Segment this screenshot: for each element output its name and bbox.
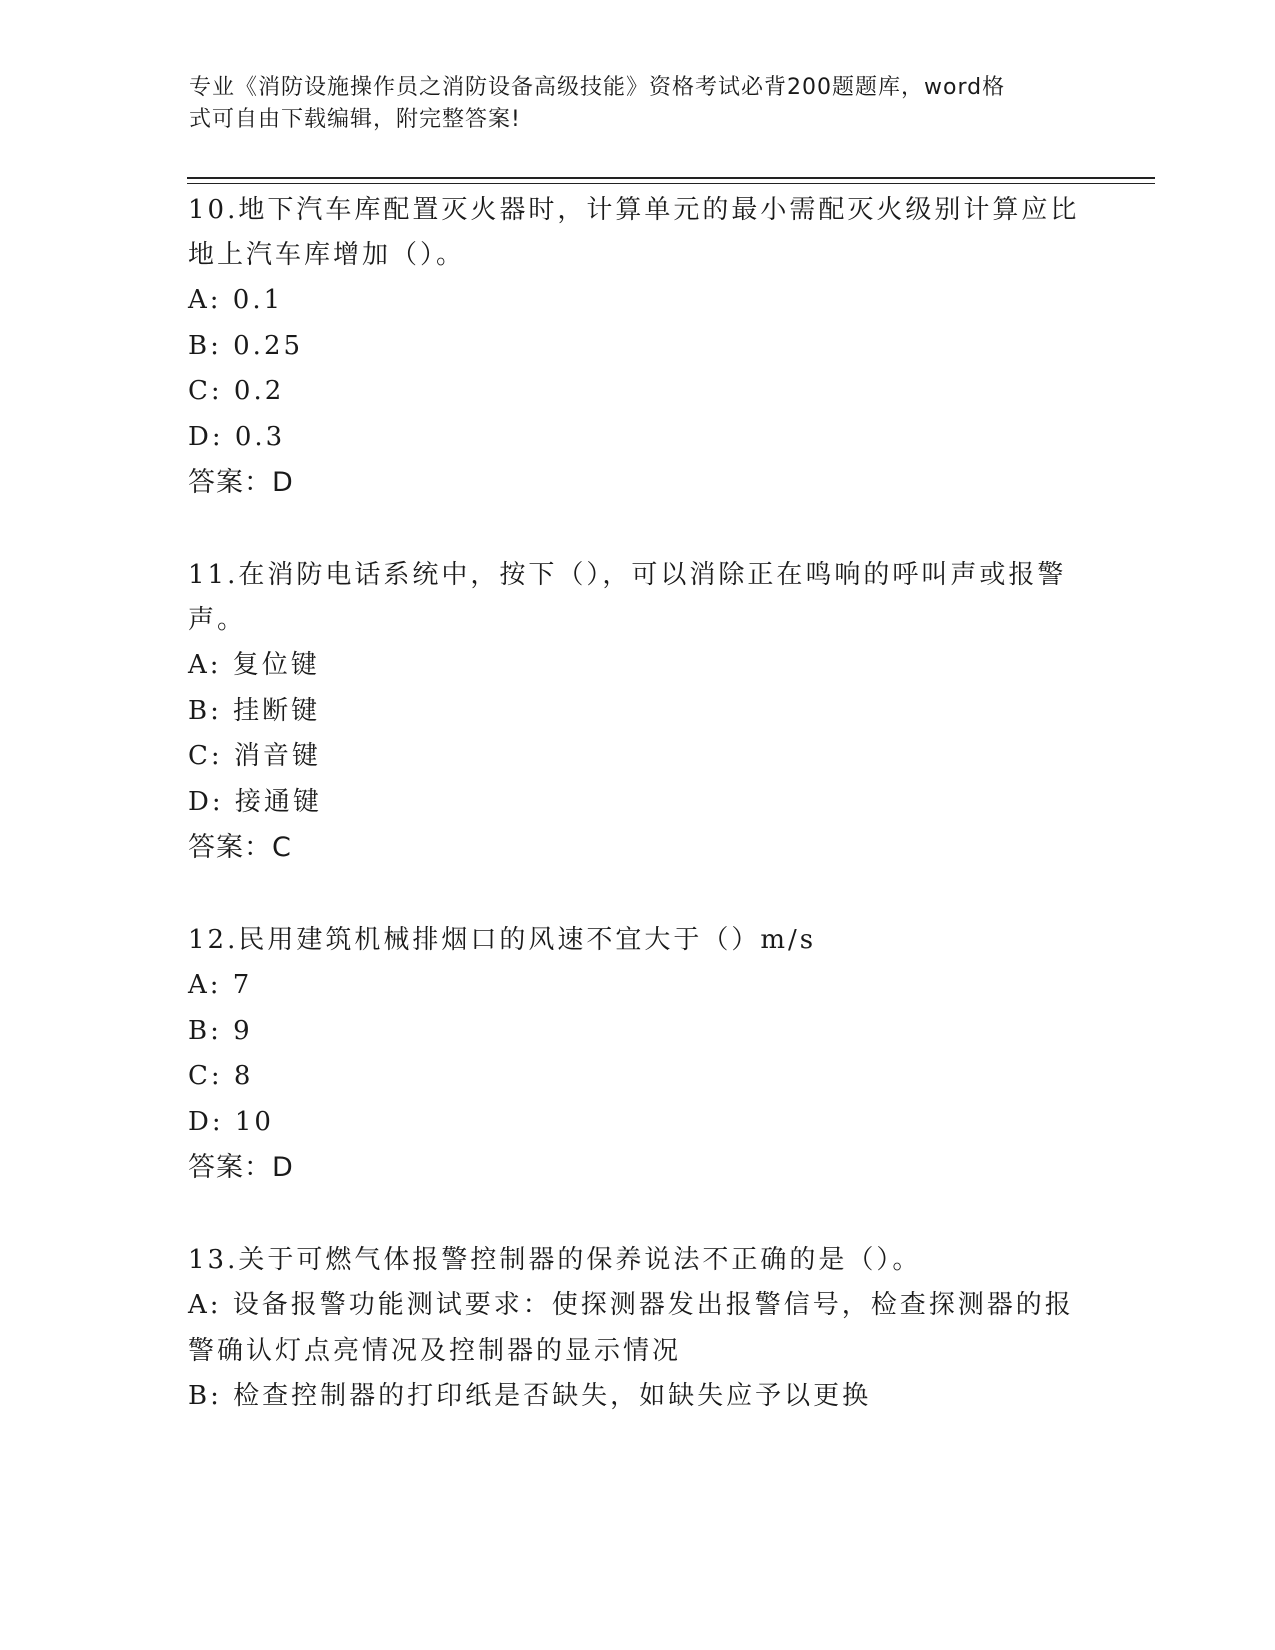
option-a: A: 复位键	[188, 650, 320, 680]
option-d: D: 10	[188, 1106, 274, 1137]
question-stem-line: 声。	[188, 605, 247, 635]
option-a: A: 0.1	[188, 285, 284, 315]
option-c: C: 8	[188, 1061, 254, 1091]
question-stem-line: 11.在消防电话系统中，按下（），可以消除正在鸣响的呼叫声或报警	[188, 560, 1067, 590]
option-a: A: 设备报警功能测试要求：使探测器发出报警信号，检查探测器的报	[188, 1290, 1074, 1320]
option-d: D: 接通键	[188, 786, 322, 817]
question-stem-line: 地上汽车库增加（）。	[188, 240, 466, 270]
question-stem-line: 10.地下汽车库配置灭火器时，计算单元的最小需配灭火级别计算应比	[188, 195, 1080, 225]
answer: 答案：D	[188, 467, 294, 498]
answer: 答案：D	[188, 1152, 294, 1183]
header-line-1: 专业《消防设施操作员之消防设备高级技能》资格考试必背200题题库，word格	[189, 75, 1006, 100]
option-c: C: 消音键	[188, 741, 321, 771]
answer: 答案：C	[188, 832, 292, 863]
document-header	[189, 72, 1069, 136]
option-b: B: 检查控制器的打印纸是否缺失，如缺失应予以更换	[188, 1381, 872, 1411]
question-list	[188, 188, 1088, 1420]
question-12	[188, 918, 1088, 1190]
option-b: B: 9	[188, 1015, 253, 1046]
header-divider-thick	[187, 177, 1155, 179]
option-c: C: 0.2	[188, 376, 285, 406]
question-11	[188, 553, 1088, 870]
header-divider-thin	[187, 183, 1155, 184]
option-b: B: 0.25	[188, 330, 304, 361]
question-spacer	[188, 1190, 1088, 1238]
option-a-continued: 警确认灯点亮情况及控制器的显示情况	[188, 1335, 682, 1366]
option-a: A: 7	[188, 970, 253, 1000]
question-stem-line: 13.关于可燃气体报警控制器的保养说法不正确的是（）。	[188, 1245, 922, 1275]
question-13	[188, 1238, 1088, 1420]
question-10	[188, 188, 1088, 505]
question-stem-line: 12.民用建筑机械排烟口的风速不宜大于（）m/s	[188, 925, 817, 955]
option-d: D: 0.3	[188, 421, 286, 452]
question-spacer	[188, 870, 1088, 918]
question-spacer	[188, 505, 1088, 553]
option-b: B: 挂断键	[188, 695, 321, 726]
header-line-2: 式可自由下载编辑，附完整答案!	[189, 107, 521, 132]
